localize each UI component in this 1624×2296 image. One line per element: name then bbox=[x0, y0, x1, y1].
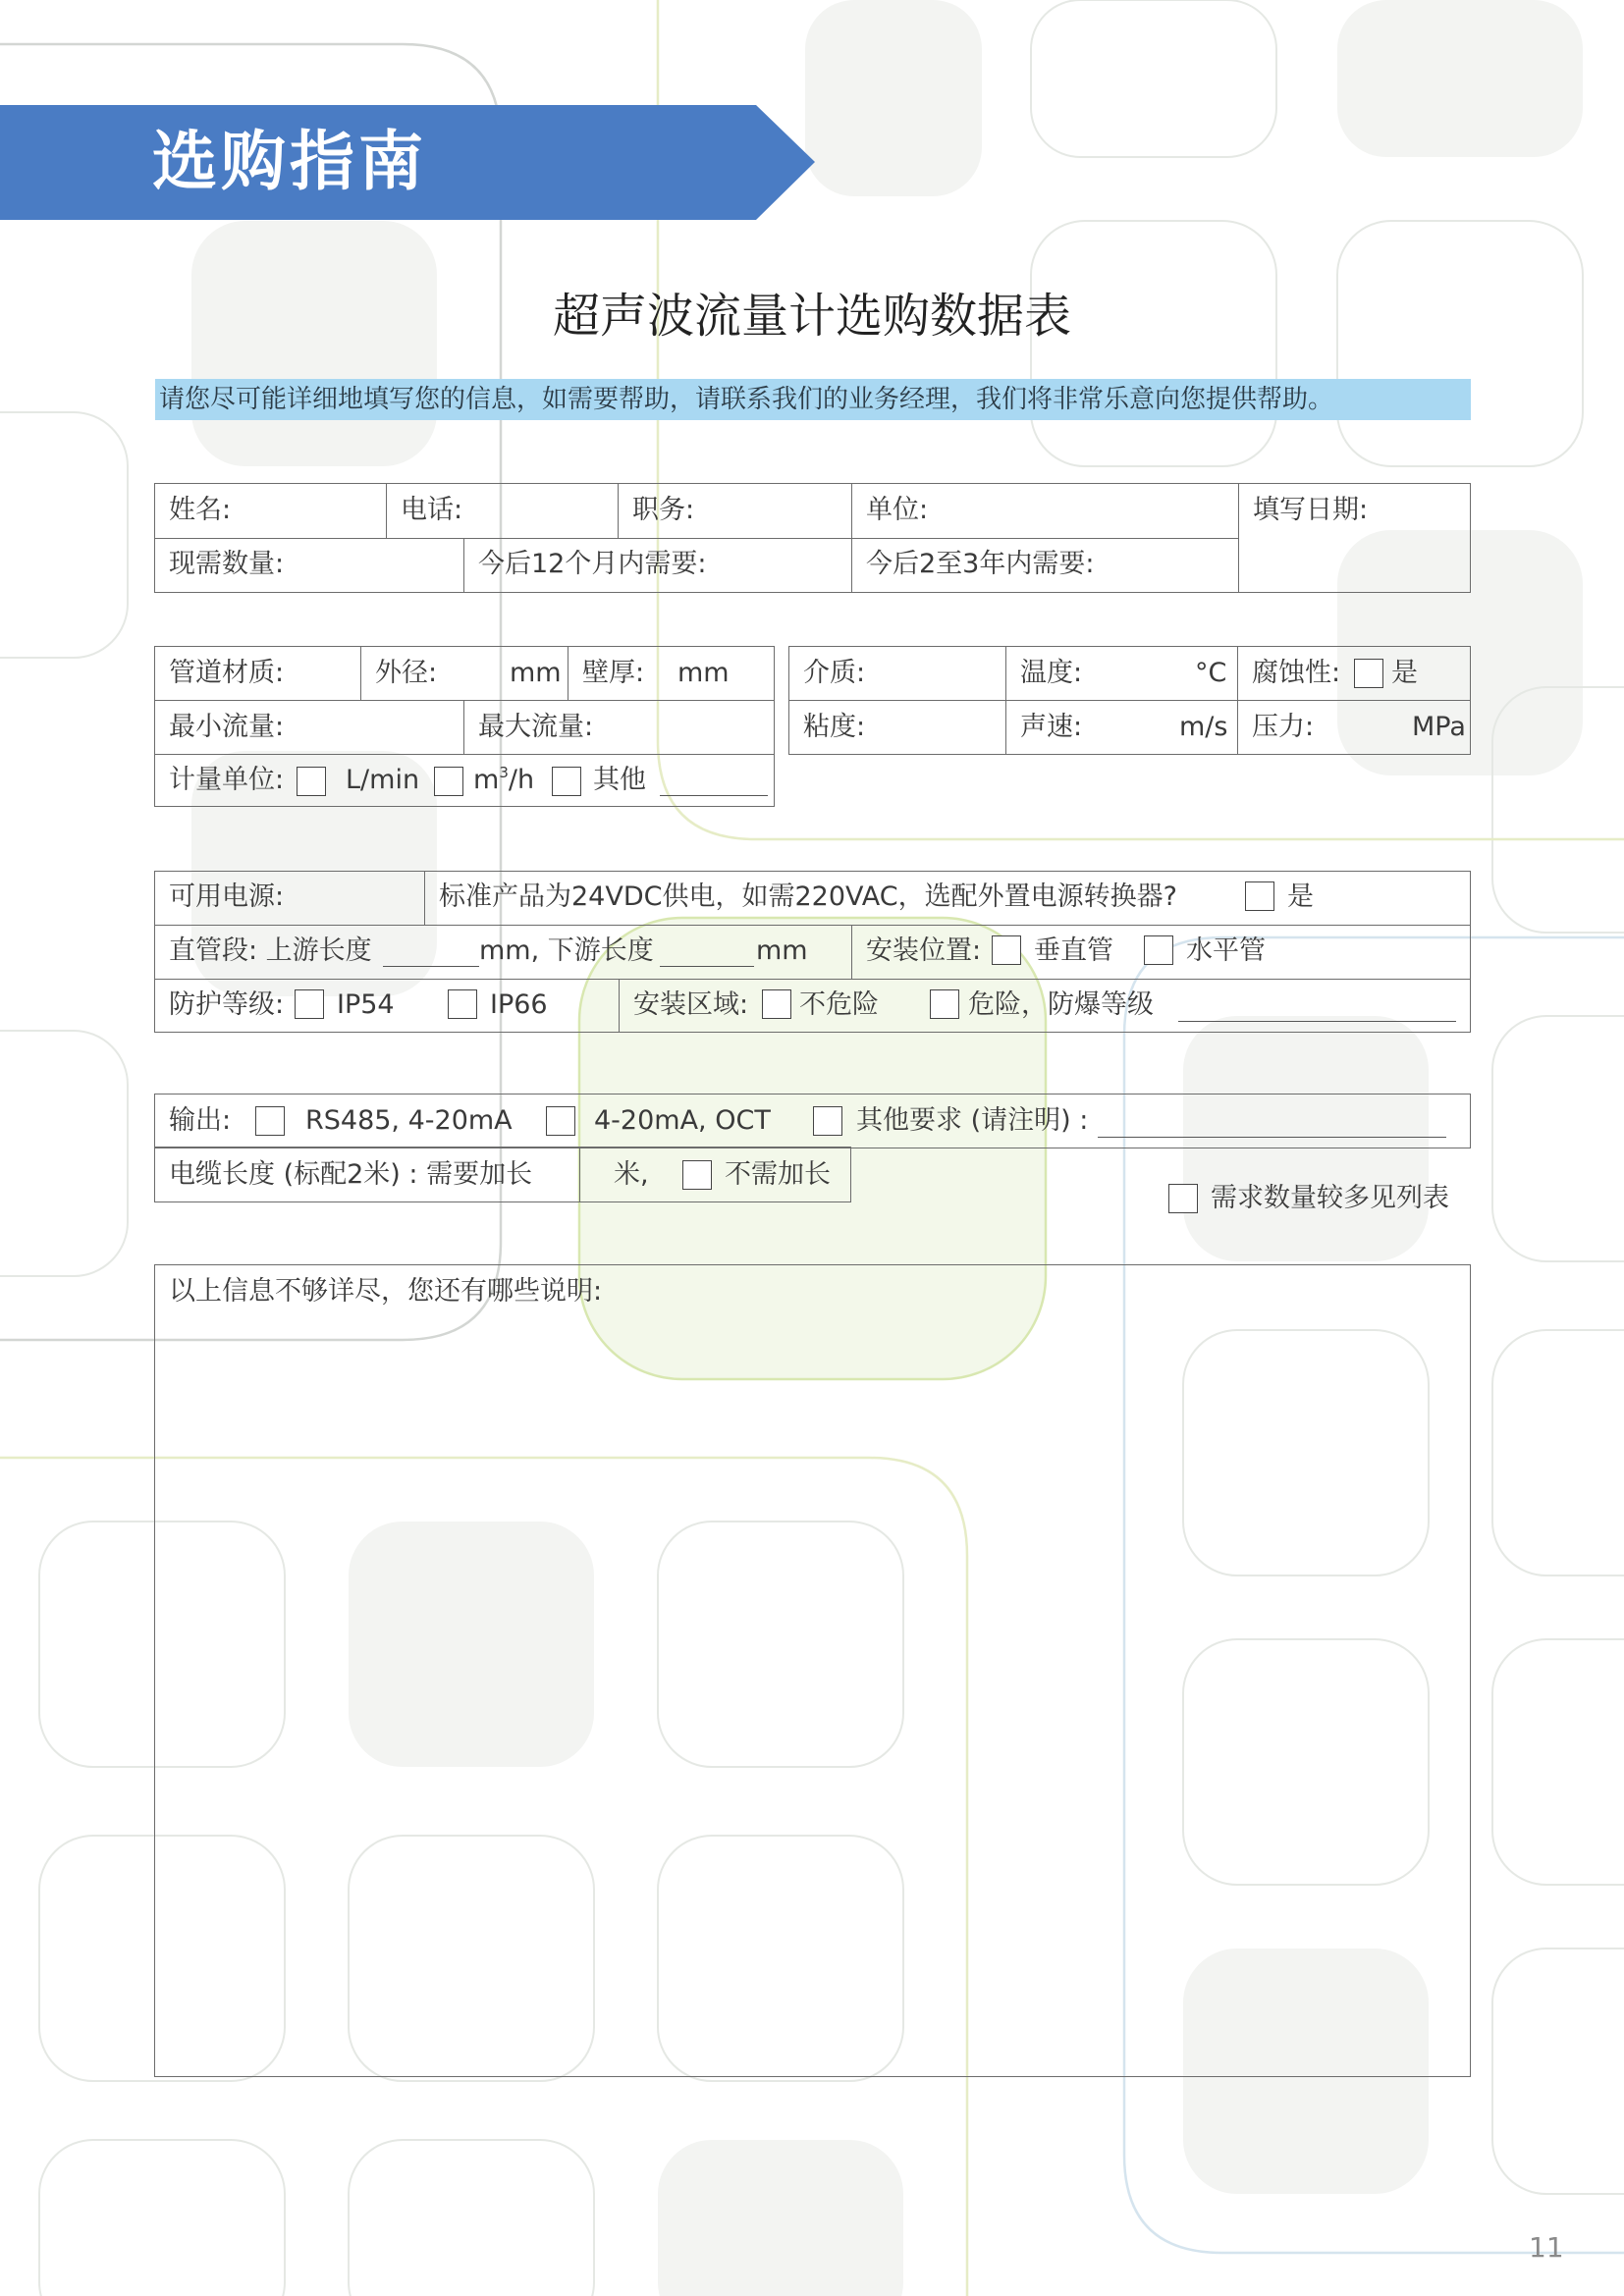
outer-diameter-unit: mm bbox=[510, 658, 562, 688]
ip66-checkbox[interactable] bbox=[448, 989, 477, 1019]
viscosity-field[interactable]: 粘度: bbox=[803, 712, 866, 742]
unit-other-checkbox[interactable] bbox=[552, 767, 581, 796]
temperature-field[interactable]: 温度: bbox=[1020, 658, 1083, 688]
page-number: 11 bbox=[1529, 2231, 1564, 2264]
output-oct-checkbox[interactable] bbox=[546, 1106, 575, 1136]
section-title: 选购指南 bbox=[152, 124, 427, 199]
ip54-checkbox[interactable] bbox=[295, 989, 324, 1019]
corrosive-yes-checkbox[interactable] bbox=[1354, 659, 1383, 688]
cable-length-label: 电缆长度 (标配2米) : 需要加长 bbox=[169, 1159, 533, 1190]
need-2-3y-field[interactable]: 今后2至3年内需要: bbox=[866, 549, 1095, 579]
unit-other-blank[interactable] bbox=[660, 795, 768, 796]
unit-m3h-checkbox[interactable] bbox=[434, 767, 463, 796]
horizontal-pipe-checkbox[interactable] bbox=[1144, 935, 1173, 965]
protection-label: 防护等级: bbox=[169, 989, 285, 1020]
need-12m-field[interactable]: 今后12个月内需要: bbox=[478, 549, 707, 579]
sound-speed-unit: m/s bbox=[1179, 712, 1228, 742]
non-hazardous-label: 不危险 bbox=[799, 989, 879, 1020]
bulk-quantity-label: 需求数量较多见列表 bbox=[1211, 1183, 1449, 1213]
remarks-textarea[interactable] bbox=[154, 1264, 1471, 2077]
pipe-material-field[interactable]: 管道材质: bbox=[169, 658, 285, 688]
max-flow-field[interactable]: 最大流量: bbox=[478, 712, 594, 742]
wall-thickness-field[interactable]: 壁厚: bbox=[582, 658, 645, 688]
power-adapter-yes-checkbox[interactable] bbox=[1245, 881, 1274, 911]
downstream-length-blank[interactable] bbox=[660, 966, 754, 967]
unit-m3h-label: $m^3/h$ bbox=[473, 764, 535, 795]
power-note: 标准产品为24VDC供电，如需220VAC，选配外置电源转换器? bbox=[439, 881, 1177, 912]
pressure-field[interactable]: 压力: bbox=[1252, 712, 1315, 742]
output-other-blank[interactable] bbox=[1098, 1137, 1446, 1138]
unit-lmin-label: L/min bbox=[346, 765, 420, 795]
explosion-grade-blank[interactable] bbox=[1178, 1021, 1456, 1022]
company-field[interactable]: 单位: bbox=[866, 495, 929, 525]
current-qty-field[interactable]: 现需数量: bbox=[169, 549, 285, 579]
outer-diameter-field[interactable]: 外径: bbox=[375, 658, 438, 688]
min-flow-field[interactable]: 最小流量: bbox=[169, 712, 285, 742]
output-oct-label: 4-20mA, OCT bbox=[594, 1105, 771, 1136]
instruction-notice: 请您尽可能详细地填写您的信息，如需要帮助，请联系我们的业务经理，我们将非常乐意向您提供帮助。 bbox=[155, 379, 1471, 420]
downstream-unit: mm bbox=[756, 935, 808, 966]
ip54-label: IP54 bbox=[337, 989, 395, 1020]
output-rs485-label: RS485, 4-20mA bbox=[305, 1105, 513, 1136]
straight-upstream-label: 直管段: 上游长度 bbox=[169, 935, 372, 966]
install-position-label: 安装位置: bbox=[866, 935, 982, 966]
name-field[interactable]: 姓名: bbox=[169, 495, 232, 525]
temperature-unit: °C bbox=[1195, 658, 1227, 688]
vertical-pipe-checkbox[interactable] bbox=[992, 935, 1021, 965]
unit-other-label: 其他 bbox=[593, 765, 646, 795]
power-field[interactable]: 可用电源: bbox=[169, 881, 285, 912]
install-area-label: 安装区域: bbox=[633, 989, 749, 1020]
power-adapter-yes-label: 是 bbox=[1287, 881, 1314, 912]
output-other-checkbox[interactable] bbox=[813, 1106, 842, 1136]
upstream-length-blank[interactable] bbox=[383, 966, 479, 967]
ip66-label: IP66 bbox=[490, 989, 548, 1020]
hazardous-label: 危险，防爆等级 bbox=[968, 989, 1154, 1020]
cable-no-extend-label: 不需加长 bbox=[725, 1159, 831, 1190]
unit-lmin-checkbox[interactable] bbox=[297, 767, 326, 796]
output-rs485-checkbox[interactable] bbox=[255, 1106, 285, 1136]
wall-thickness-unit: mm bbox=[677, 658, 730, 688]
remarks-label: 以上信息不够详尽，您还有哪些说明: bbox=[169, 1276, 603, 1307]
output-label: 输出: bbox=[169, 1105, 232, 1136]
horizontal-pipe-label: 水平管 bbox=[1186, 935, 1266, 966]
corrosive-yes-label: 是 bbox=[1391, 658, 1418, 688]
vertical-pipe-label: 垂直管 bbox=[1034, 935, 1113, 966]
unit-label: 计量单位: bbox=[169, 765, 285, 795]
sound-speed-field[interactable]: 声速: bbox=[1020, 712, 1083, 742]
straight-downstream-label: mm, 下游长度 bbox=[479, 935, 654, 966]
position-field[interactable]: 职务: bbox=[632, 495, 695, 525]
phone-field[interactable]: 电话: bbox=[401, 495, 463, 525]
hazardous-checkbox[interactable] bbox=[930, 989, 959, 1019]
non-hazardous-checkbox[interactable] bbox=[762, 989, 791, 1019]
document-title: 超声波流量计选购数据表 bbox=[552, 289, 1071, 344]
bulk-quantity-checkbox[interactable] bbox=[1168, 1184, 1198, 1213]
medium-field[interactable]: 介质: bbox=[803, 658, 866, 688]
fill-date-field[interactable]: 填写日期: bbox=[1253, 495, 1369, 525]
cable-meter-label: 米, bbox=[614, 1159, 649, 1190]
cable-no-extend-checkbox[interactable] bbox=[682, 1160, 712, 1190]
output-other-label: 其他要求 (请注明) : bbox=[856, 1105, 1089, 1136]
corrosive-label: 腐蚀性: bbox=[1252, 658, 1341, 688]
pressure-unit: MPa bbox=[1412, 712, 1466, 742]
